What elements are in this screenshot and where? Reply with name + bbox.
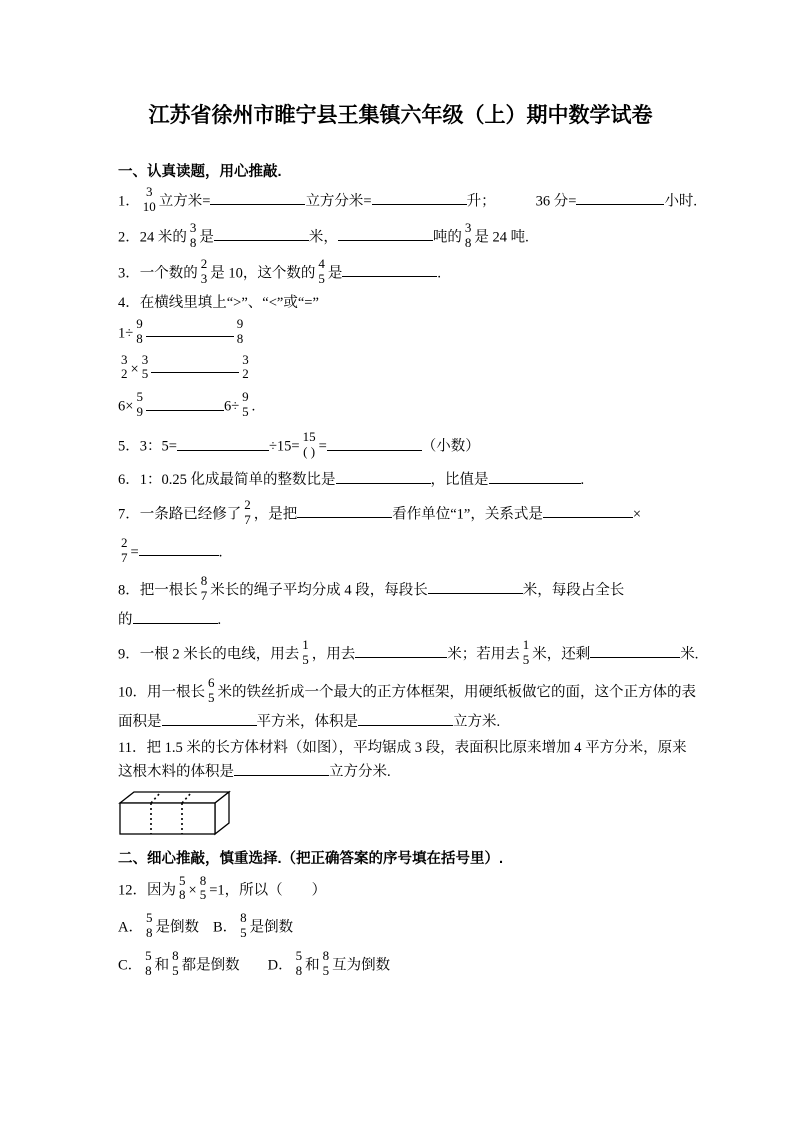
- text-run: 和: [305, 957, 320, 974]
- text-run: 米的铁丝折成一个最大的正方体框架，用硬纸板做它的面，这个正方体的表: [217, 683, 696, 700]
- text-run: D．: [267, 957, 293, 974]
- answer-blank: [151, 359, 239, 373]
- text-run: 米.: [680, 646, 699, 663]
- fraction-denominator: 5: [240, 925, 247, 941]
- text-run: 8．把一根长: [118, 582, 198, 599]
- text-run: 是 10，这个数的: [210, 265, 316, 282]
- fraction-numerator: 5: [145, 948, 152, 964]
- question-12-options-ab: [118, 910, 683, 943]
- fraction-denominator: 5: [208, 689, 215, 705]
- text-run: 立方米.: [453, 713, 501, 730]
- fraction: [141, 353, 150, 383]
- answer-blank: [139, 542, 219, 556]
- text-run: 米；若用去: [447, 646, 520, 663]
- text-run: 和: [154, 957, 170, 974]
- answer-blank: [234, 762, 329, 776]
- fraction-denominator: 8: [145, 963, 152, 979]
- exam-title: 江苏省徐州市睢宁县王集镇六年级（上）期中数学试卷: [148, 104, 653, 127]
- text-run: =: [318, 438, 327, 455]
- fraction-denominator: 7: [244, 512, 251, 528]
- fraction-denominator: 10: [142, 198, 156, 214]
- text-run: ，是把: [253, 506, 298, 523]
- text-run: （小数）: [421, 438, 480, 455]
- fraction: [522, 638, 531, 668]
- text-run: 立方米=: [158, 193, 211, 210]
- answer-blank: [338, 227, 433, 241]
- fraction-denominator: 5: [242, 404, 249, 420]
- text-run: 小时.: [664, 193, 698, 210]
- fraction-numerator: 3: [121, 351, 128, 367]
- fraction-numerator: 3: [141, 351, 149, 367]
- fraction-denominator: ( ): [303, 444, 316, 460]
- answer-blank: [327, 437, 422, 451]
- question-8-continued: [118, 610, 683, 630]
- fraction-denominator: 5: [172, 963, 179, 979]
- text-run: 互为倒数: [332, 957, 391, 974]
- fraction-numerator: 5: [179, 872, 186, 888]
- answer-blank: [177, 437, 269, 451]
- fraction: [200, 574, 209, 604]
- answer-blank: [146, 397, 224, 411]
- question-9: [118, 636, 699, 670]
- question-2: [118, 219, 683, 253]
- question-5: [118, 429, 683, 462]
- question-7-continued: [118, 535, 683, 568]
- fraction-denominator: 7: [200, 587, 208, 603]
- question-4-comparison-2: [118, 351, 683, 385]
- text-run: 是倒数: [155, 919, 199, 936]
- fraction: [135, 390, 144, 420]
- fraction: [189, 221, 198, 251]
- text-run: 11．把 1.5 米的长方体材料（如图），平均锯成 3 段，表面积比原来增加 4 平方分米，原来: [118, 739, 687, 756]
- text-run: ×: [130, 360, 139, 377]
- text-run: =1，所以（ ）: [209, 881, 327, 898]
- fraction-denominator: 5: [141, 366, 149, 382]
- text-run: 是: [327, 265, 343, 282]
- text-run: 这根木料的体积是: [118, 763, 234, 780]
- question-4-comparison-3: [118, 389, 683, 422]
- fraction-numerator: 9: [236, 315, 244, 331]
- text-run: C．: [118, 957, 143, 974]
- fraction: [241, 390, 250, 420]
- fraction-denominator: 8: [189, 234, 197, 250]
- fraction-denominator: 5: [318, 270, 325, 286]
- text-run: ×: [188, 881, 197, 898]
- answer-blank: [133, 610, 218, 624]
- text-run: ×: [632, 506, 642, 523]
- question-12-options-cd: [118, 948, 683, 981]
- answer-blank: [543, 504, 633, 518]
- spacer: [240, 969, 268, 970]
- fraction-numerator: 3: [242, 351, 249, 367]
- fraction: [322, 949, 331, 979]
- spacer: [496, 204, 536, 205]
- text-run: 9．一根 2 米长的电线，用去: [118, 646, 300, 663]
- text-run: .: [217, 611, 222, 628]
- text-run: ÷15=: [268, 438, 300, 455]
- fraction: [120, 353, 129, 383]
- text-run: ，用去: [311, 646, 356, 663]
- question-4: [118, 293, 683, 313]
- text-run: 36 分=: [535, 193, 577, 210]
- answer-blank: [355, 644, 447, 658]
- question-4-comparison-1: [118, 315, 683, 349]
- fraction-numerator: 8: [322, 948, 330, 964]
- answer-blank: [297, 504, 392, 518]
- answer-blank: [358, 712, 453, 726]
- question-10: [118, 674, 696, 708]
- fraction-denominator: 3: [200, 270, 208, 286]
- question-11: [118, 738, 687, 758]
- text-run: 1÷: [118, 324, 134, 341]
- text-run: B．: [212, 919, 238, 936]
- text-run: 升；: [466, 193, 496, 210]
- text-run: 平方米，体积是: [256, 713, 358, 730]
- cuboid-figure: [118, 790, 234, 836]
- question-11-figure: [118, 790, 683, 836]
- answer-blank: [489, 470, 581, 484]
- fraction: [464, 221, 473, 251]
- fraction-denominator: 8: [464, 234, 472, 250]
- fraction: [144, 949, 153, 979]
- text-run: .: [218, 544, 223, 561]
- text-run: 米，: [308, 229, 338, 246]
- text-run: 看作单位“1”，关系式是: [392, 506, 543, 523]
- text-run: 6×: [118, 398, 134, 415]
- question-6: [118, 470, 683, 490]
- fraction-denominator: 5: [322, 963, 330, 979]
- fraction: [135, 317, 144, 347]
- fraction-numerator: 8: [172, 948, 179, 964]
- fraction: [207, 676, 216, 706]
- text-run: 7．一条路已经修了: [118, 506, 242, 523]
- fraction-numerator: 3: [146, 184, 153, 199]
- fraction-denominator: 5: [199, 887, 207, 903]
- text-run: .: [437, 265, 441, 282]
- answer-blank: [146, 323, 234, 337]
- question-8: [118, 572, 683, 606]
- fraction-numerator: 1: [302, 636, 309, 652]
- fraction-numerator: 8: [200, 572, 208, 588]
- fraction: [199, 874, 208, 904]
- text-run: 米，还剩: [532, 646, 591, 663]
- fraction-numerator: 3: [189, 219, 197, 235]
- text-run: 米长的绳子平均分成 4 段，每段长: [210, 582, 428, 599]
- fraction: [200, 257, 209, 287]
- question-1: [118, 184, 698, 217]
- text-run: 1．: [118, 193, 140, 210]
- fraction-numerator: 9: [136, 315, 143, 331]
- fraction-numerator: 2: [200, 255, 208, 271]
- fraction: [178, 874, 187, 904]
- answer-blank: [342, 263, 437, 277]
- text-run: .: [251, 398, 256, 415]
- answer-blank: [428, 580, 523, 594]
- fraction-numerator: 1: [522, 636, 530, 652]
- answer-blank: [210, 191, 305, 205]
- text-run: 的: [118, 611, 133, 628]
- fraction: [142, 185, 157, 215]
- fraction-denominator: 2: [121, 366, 128, 382]
- text-run: ，比值是: [430, 472, 489, 489]
- answer-blank: [590, 644, 680, 658]
- fraction-numerator: 5: [145, 910, 153, 926]
- text-run: 立方分米.: [329, 763, 391, 780]
- fraction: [295, 949, 304, 979]
- cuboid-top-face: [120, 792, 229, 803]
- text-run: 都是倒数: [181, 957, 240, 974]
- fraction-denominator: 2: [242, 366, 249, 382]
- fraction-numerator: 5: [136, 389, 143, 405]
- fraction-numerator: 2: [244, 497, 251, 513]
- fraction: [145, 911, 154, 941]
- fraction-numerator: 8: [199, 872, 207, 888]
- fraction-denominator: 8: [136, 330, 143, 346]
- answer-blank: [214, 227, 309, 241]
- fraction: [301, 638, 310, 668]
- fraction-numerator: 4: [318, 255, 325, 271]
- fraction-numerator: 2: [121, 535, 128, 550]
- text-run: 吨的: [432, 229, 462, 246]
- text-run: .: [580, 472, 585, 489]
- fraction-numerator: 6: [208, 674, 215, 690]
- question-10-continued: [118, 712, 683, 732]
- fraction: [236, 317, 245, 347]
- fraction-numerator: 8: [240, 910, 247, 926]
- fraction-numerator: 9: [242, 389, 249, 405]
- text-run: 2．24 米的: [118, 229, 187, 246]
- question-12: [118, 872, 683, 906]
- fraction: [317, 257, 326, 287]
- fraction-denominator: 8: [236, 330, 244, 346]
- fraction-denominator: 5: [302, 651, 309, 667]
- text-run: 立方分米=: [305, 193, 372, 210]
- text-run: 4．在横线里填上“>”、“<”或“=”: [118, 294, 319, 311]
- fraction-denominator: 8: [295, 963, 303, 979]
- fraction: [171, 949, 180, 979]
- section-1-heading: 一、认真读题，用心推敲.: [118, 164, 282, 180]
- fraction: [302, 430, 317, 460]
- fraction: [243, 498, 252, 528]
- answer-blank: [336, 470, 431, 484]
- fraction-denominator: 5: [522, 651, 530, 667]
- spacer: [199, 931, 213, 932]
- text-run: 面积是: [118, 713, 162, 730]
- answer-blank: [372, 191, 467, 205]
- fraction-numerator: 5: [295, 948, 303, 964]
- text-run: 10．用一根长: [118, 683, 205, 700]
- question-7: [118, 497, 683, 530]
- fraction-denominator: 9: [136, 404, 143, 420]
- text-run: =: [130, 544, 139, 561]
- fraction-numerator: 3: [464, 219, 472, 235]
- fraction-denominator: 7: [121, 549, 128, 565]
- text-run: 5．3：5=: [118, 438, 177, 455]
- text-run: 是: [199, 229, 214, 246]
- fraction-numerator: 15: [302, 429, 316, 445]
- text-run: 3．一个数的: [118, 265, 198, 282]
- fraction: [241, 353, 250, 383]
- fraction: [239, 911, 248, 941]
- answer-blank: [162, 712, 257, 726]
- fraction-denominator: 8: [179, 887, 186, 903]
- text-run: 米，每段占全长: [522, 582, 625, 599]
- cuboid-front-face: [120, 803, 215, 834]
- fraction-denominator: 8: [145, 925, 153, 941]
- text-run: A．: [118, 919, 143, 936]
- answer-blank: [576, 191, 664, 205]
- text-run: 是倒数: [249, 919, 294, 936]
- fraction: [120, 536, 129, 566]
- text-run: 是 24 吨.: [474, 229, 529, 246]
- text-run: 6÷: [223, 398, 240, 415]
- text-run: 12．因为: [118, 881, 176, 898]
- question-11-continued: [118, 762, 683, 782]
- section-2-heading: 二、细心推敲，慎重选择.（把正确答案的序号填在括号里）.: [118, 850, 504, 867]
- question-3: [118, 255, 683, 289]
- text-run: 6．1：0.25 化成最简单的整数比是: [118, 472, 336, 489]
